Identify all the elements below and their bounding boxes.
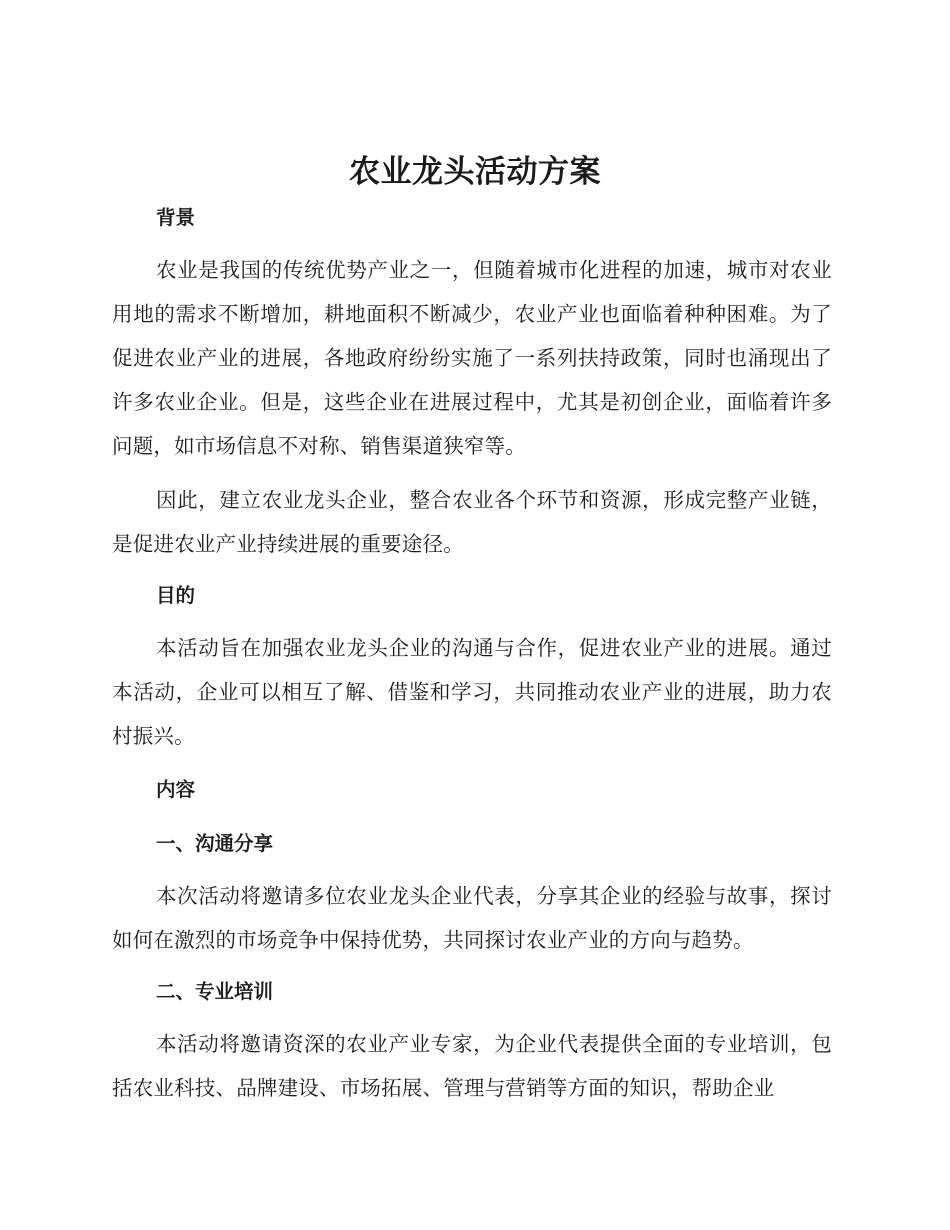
document-title: 农业龙头活动方案 [349, 154, 601, 190]
purpose-paragraph-1: 本活动旨在加强农业龙头企业的沟通与合作，促进农业产业的进展。通过本活动，企业可以相互了解、借鉴和学习，共同推动农业产业的进展，助力农村振兴。 [112, 636, 832, 748]
section-heading-purpose: 目的 [156, 584, 196, 607]
section-heading-content: 内容 [156, 778, 196, 801]
background-paragraph-2: 因此，建立农业龙头企业，整合农业各个环节和资源，形成完整产业链，是促进农业产业持续进展的重要途径。 [112, 488, 832, 556]
document-body [112, 196, 832, 1110]
training-paragraph-1: 本活动将邀请资深的农业产业专家，为企业代表提供全面的专业培训，包括农业科技、品牌建设、市场拓展、管理与营销等方面的知识，帮助企业 [112, 1032, 832, 1100]
background-paragraph-1: 农业是我国的传统优势产业之一，但随着城市化进程的加速，城市对农业用地的需求不断增加，耕地面积不断减少，农业产业也面临着种种困难。为了促进农业产业的进展，各地政府纷纷实施了一系列扶持政策，同时也涌现出了许多农业企业。但是，这些企业在进展过程中，尤其是初创企业，面临着许多问题，如市场信息不对称、销售渠道狭窄等。 [112, 258, 832, 458]
subsection-heading-training: 二、专业培训 [156, 980, 274, 1003]
subsection-heading-sharing: 一、沟通分享 [156, 832, 274, 855]
section-heading-background: 背景 [156, 206, 196, 229]
sharing-paragraph-1: 本次活动将邀请多位农业龙头企业代表，分享其企业的经验与故事，探讨如何在激烈的市场竞争中保持优势，共同探讨农业产业的方向与趋势。 [112, 884, 832, 952]
